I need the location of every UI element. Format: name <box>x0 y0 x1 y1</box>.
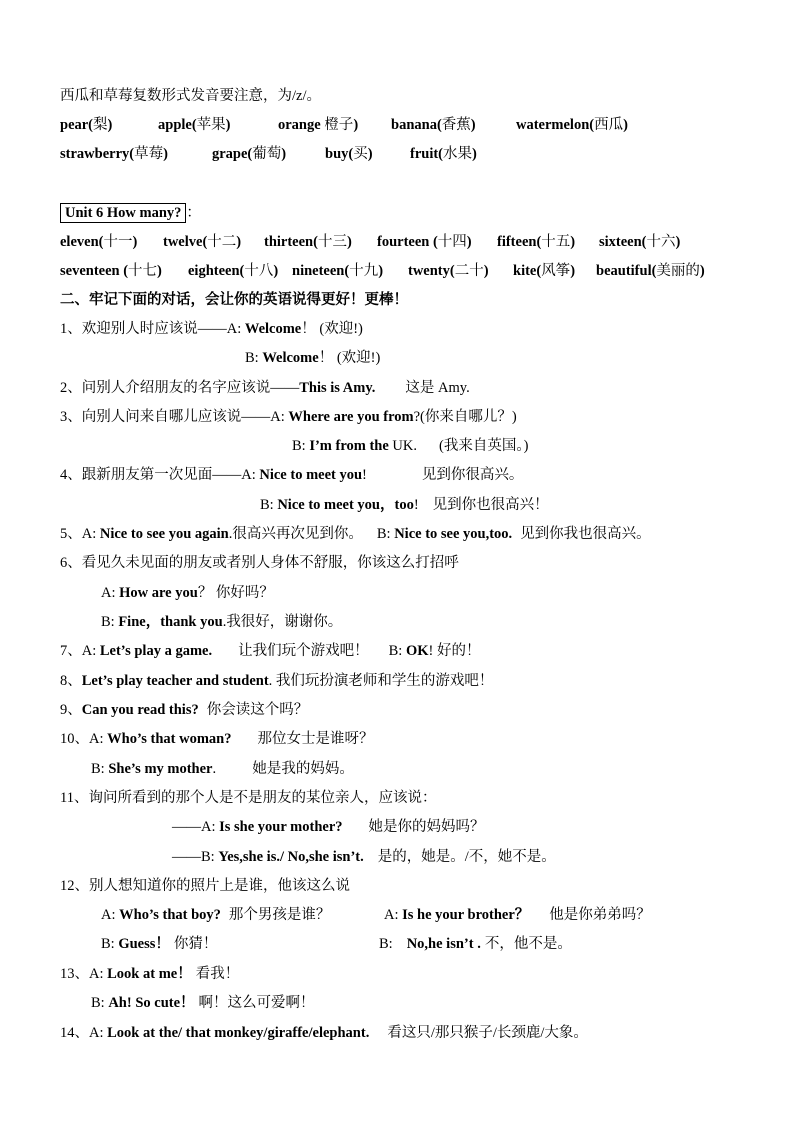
vocab-row-numbers-2 <box>60 262 705 280</box>
vocab-word: banana(香蕉) <box>391 117 476 133</box>
vocab-row-fruits-1 <box>60 116 628 134</box>
dialogue-1b: B: Welcome！ (欢迎!) <box>245 350 381 366</box>
dialogue-6b: B: Fine，thank you.我很好，谢谢你。 <box>101 614 343 630</box>
vocab-word: apple(苹果) <box>158 117 231 133</box>
section-title: 二、牢记下面的对话，会让你的英语说得更好！更棒！ <box>60 292 408 308</box>
unit-title-box: Unit 6 How many? <box>60 203 186 223</box>
vocab-word: seventeen (十七) <box>60 263 162 279</box>
dialogue-12b: B: Guess！ 你猜！ <box>101 936 218 952</box>
vocab-word: pear(梨) <box>60 117 113 133</box>
vocab-word: buy(买) <box>325 146 373 162</box>
dialogue-1a: 1、欢迎别人时应该说——A: Welcome！ (欢迎!) <box>60 321 363 337</box>
vocab-word: sixteen(十六) <box>599 234 681 250</box>
dialogue-10b: B: She’s my mother. 她是我的妈妈。 <box>91 761 354 777</box>
dialogue-7: 7、A: Let’s play a game. 让我们玩个游戏吧！ B: OK! 好的！ <box>60 643 481 659</box>
dialogue-14: 14、A: Look at the/ that monkey/giraffe/elephant. 看这只/那只猴子/长颈鹿/大象。 <box>60 1025 588 1041</box>
vocab-word: grape(葡萄) <box>212 146 287 162</box>
unit-colon: ： <box>186 205 201 221</box>
dialogue-8: 8、Let’s play teacher and student. 我们玩扮演老师和学生的游戏吧！ <box>60 673 494 689</box>
vocab-word: eleven(十一) <box>60 234 138 250</box>
dialogue-12d: B: No,he isn’t . 不，他不是。 <box>379 936 572 952</box>
dialogue-3a: 3、向别人问来自哪儿应该说——A: Where are you from?(你来自哪儿？) <box>60 409 517 425</box>
vocab-word: orange 橙子) <box>278 117 359 133</box>
dialogue-11b: ——B: Yes,she is./ No,she isn’t. 是的，她是。/不，她不是。 <box>172 849 556 865</box>
dialogue-5: 5、A: Nice to see you again.很高兴再次见到你。 B: Nice to see you,too. 见到你我也很高兴。 <box>60 526 651 542</box>
vocab-row-numbers-1 <box>60 233 680 251</box>
vocab-word: twelve(十二) <box>163 234 242 250</box>
dialogue-3b: B: I’m from the UK. (我来自英国。) <box>292 438 529 454</box>
dialogue-6: 6、看见久未见面的朋友或者别人身体不舒服，你该这么打招呼 <box>60 555 459 571</box>
vocab-word: kite(风筝) <box>513 263 576 279</box>
dialogue-11: 11、询问所看到的那个人是不是朋友的某位亲人，应该说： <box>60 790 437 806</box>
dialogue-9: 9、Can you read this? 你会读这个吗？ <box>60 702 309 718</box>
vocab-word: fifteen(十五) <box>497 234 576 250</box>
dialogue-12: 12、别人想知道你的照片上是谁，他该这么说 <box>60 878 350 894</box>
dialogue-12a: A: Who’s that boy? 那个男孩是谁？ <box>101 907 331 923</box>
dialogue-12c: A: Is he your brother？ 他是你弟弟吗？ <box>384 907 651 923</box>
dialogue-6a: A: How are you？ 你好吗？ <box>101 585 274 601</box>
dialogue-13b: B: Ah! So cute！ 啊！这么可爱啊！ <box>91 995 315 1011</box>
unit-heading <box>60 203 201 223</box>
vocab-word: eighteen(十八) <box>188 263 279 279</box>
vocab-word: twenty(二十) <box>408 263 489 279</box>
dialogue-13a: 13、A: Look at me！ 看我！ <box>60 966 240 982</box>
vocab-word: thirteen(十三) <box>264 234 352 250</box>
vocab-row-fruits-2 <box>60 145 477 163</box>
vocab-word: beautiful(美丽的) <box>596 263 705 279</box>
dialogue-4a: 4、跟新朋友第一次见面——A: Nice to meet you! 见到你很高兴。 <box>60 467 524 483</box>
vocab-word: strawberry(草莓) <box>60 146 168 162</box>
intro-line: 西瓜和草莓复数形式发音要注意，为/z/。 <box>60 88 321 104</box>
dialogue-4b: B: Nice to meet you，too! 见到你也很高兴！ <box>260 497 549 513</box>
dialogue-11a: ——A: Is she your mother? 她是你的妈妈吗？ <box>172 819 485 835</box>
vocab-word: nineteen(十九) <box>292 263 384 279</box>
dialogue-2: 2、问别人介绍朋友的名字应该说——This is Amy. 这是 Amy. <box>60 380 470 396</box>
vocab-word: fruit(水果) <box>410 146 477 162</box>
vocab-word: watermelon(西瓜) <box>516 117 628 133</box>
dialogue-10a: 10、A: Who’s that woman? 那位女士是谁呀？ <box>60 731 374 747</box>
vocab-word: fourteen (十四) <box>377 234 472 250</box>
